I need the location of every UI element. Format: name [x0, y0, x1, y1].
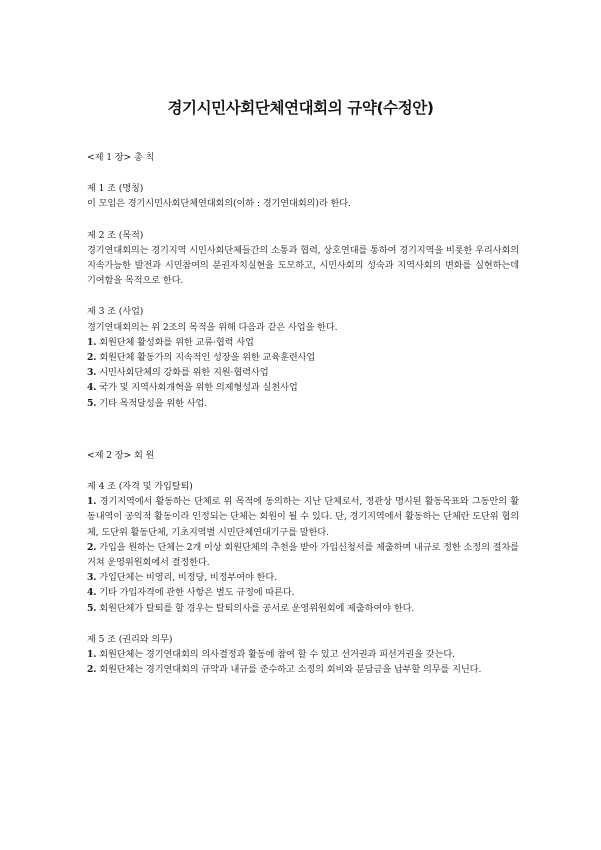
- item-text: 기타 목적달성을 위한 사업.: [99, 397, 208, 409]
- list-item: [87, 380, 519, 395]
- item-number: 1.: [87, 496, 97, 508]
- item-text: 가입을 원하는 단체는 2개 이상 회원단체의 추천을 받아 가입신청서를 제출하며 내규로 정한 소정의 절차를 거쳐 운영위원회에서 결정한다.: [87, 541, 519, 569]
- document-body: [87, 150, 519, 677]
- list-item: [87, 396, 519, 411]
- chapter-2-heading: <제 2 장> 회 원: [87, 449, 155, 461]
- list-item: [87, 585, 519, 600]
- list-item: [87, 647, 519, 662]
- item-number: 1.: [87, 649, 97, 661]
- item-text: 기타 가입자격에 관한 사항은 별도 규정에 따른다.: [99, 587, 295, 599]
- article-1-heading: 제 1 조 (명칭): [87, 183, 144, 195]
- item-number: 4.: [87, 587, 97, 599]
- item-text: 경기지역에서 활동하는 단체로 위 목적에 동의하는 지난 단체로서, 정관상 명시된 활동목표와 그동안의 활동내역이 공익적 활동이라 인정되는 단체는 회원이 될 수 있다. 단, 경기지역에서 활동하는 단체란 도단위 협의체, 도단위 활동단체, 기초지역별 시민단체연대기구를 말한다.: [87, 496, 519, 538]
- item-number: 5.: [87, 602, 97, 614]
- list-item: [87, 335, 519, 350]
- item-text: 가입단체는 비영리, 비정당, 비정부여야 한다.: [99, 572, 277, 584]
- item-number: 1.: [87, 336, 97, 348]
- article-3-intro: 경기연대회의는 위 2조의 목적을 위해 다음과 같은 사업을 한다.: [87, 321, 338, 333]
- list-item: [87, 540, 519, 570]
- item-number: 2.: [87, 664, 97, 676]
- article-2-body: 경기연대회의는 경기지역 시민사회단체들간의 소통과 협력, 상호연대를 통하여 경기지역을 비롯한 우리사회의 지속가능한 발전과 시민참여의 분권자치실현을 도모하고, 시민사회의 성숙과 지역사회의 변화를 실현하는데 기여함을 목적으로 한다.: [87, 244, 519, 287]
- item-text: 회원단체 활동가의 지속적인 성장을 위한 교육훈련사업: [99, 352, 316, 364]
- item-text: 시민사회단체의 강화를 위한 지원·협력사업: [99, 367, 269, 379]
- item-text: 회원단체는 경기연대회의 의사결정과 활동에 참여 할 수 있고 선거권과 피선거권을 갖는다.: [99, 649, 455, 661]
- item-number: 3.: [87, 572, 97, 584]
- document-title: 경기시민사회단체연대회의 규약(수정안): [167, 99, 434, 117]
- chapter-1-heading: <제 1 장> 총 칙: [87, 152, 155, 163]
- article-5-heading: 제 5 조 (권리와 의무): [87, 633, 173, 645]
- list-item: [87, 601, 519, 616]
- article-1-body: 이 모임은 경기시민사회단체연대회의(이하 : 경기연대회의)라 한다.: [87, 198, 351, 210]
- list-item: [87, 365, 519, 380]
- list-item: [87, 494, 519, 540]
- item-number: 5.: [87, 397, 97, 409]
- item-number: 2.: [87, 352, 97, 364]
- article-4-heading: 제 4 조 (자격 및 가입탈퇴): [87, 481, 193, 493]
- item-text: 국가 및 지역사회개혁을 위한 의제형성과 실천사업: [99, 382, 298, 394]
- list-item: [87, 350, 519, 365]
- item-number: 4.: [87, 382, 97, 394]
- article-2-heading: 제 2 조 (목적): [87, 229, 144, 241]
- list-item: [87, 662, 519, 677]
- item-text: 회원단체는 경기연대회의 규약과 내규를 준수하고 소정의 회비와 분담금을 납부할 의무를 지닌다.: [99, 664, 482, 676]
- item-text: 회원단체가 탈퇴를 할 경우는 탈퇴의사를 공서로 운영위원회에 제출하여야 한다.: [99, 602, 415, 614]
- list-item: [87, 570, 519, 585]
- item-text: 회원단체 활성화를 위한 교류·협력 사업: [99, 336, 254, 348]
- item-number: 3.: [87, 367, 97, 379]
- article-3-heading: 제 3 조 (사업): [87, 306, 144, 318]
- item-number: 2.: [87, 541, 97, 553]
